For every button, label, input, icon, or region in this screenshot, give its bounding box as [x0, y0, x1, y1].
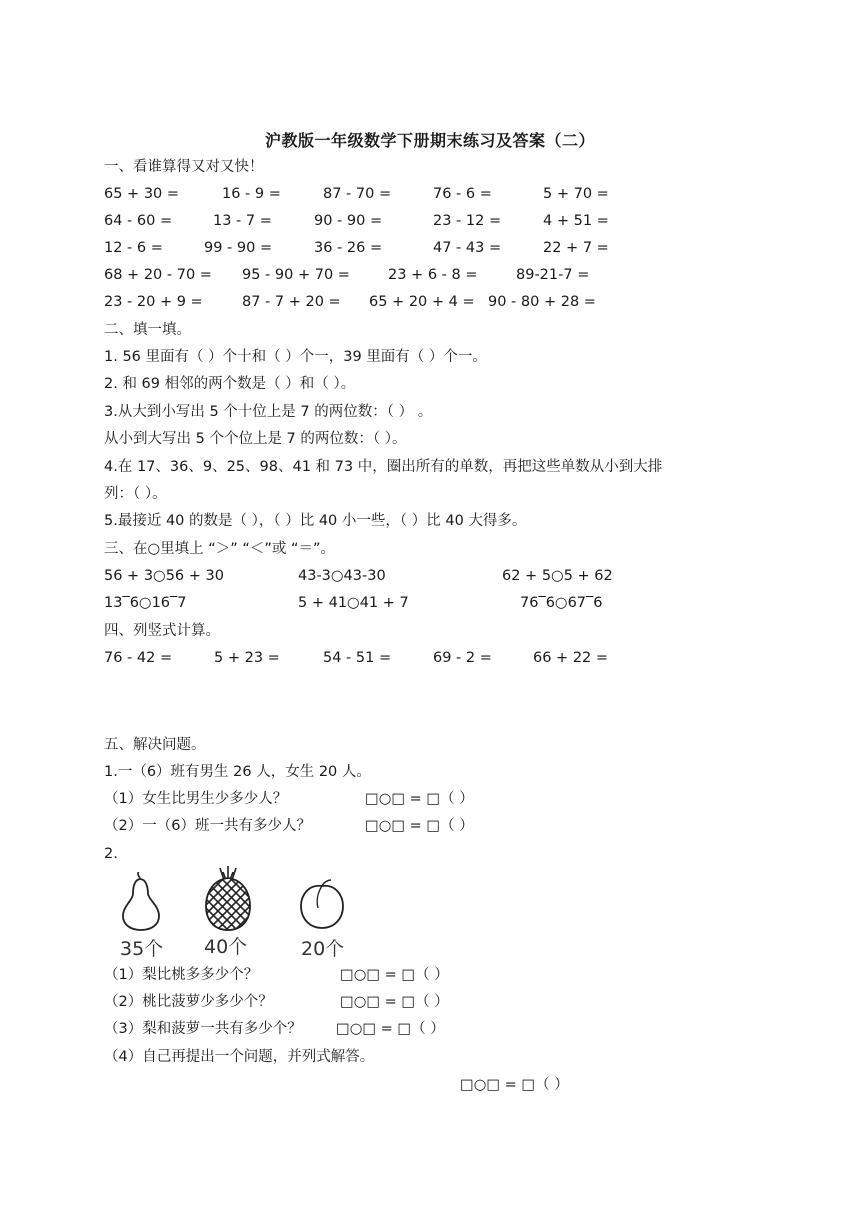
- calc-item: 5 + 70 =: [543, 186, 609, 202]
- calc-item: 65 + 30 =: [104, 186, 180, 202]
- page-title: 沪教版一年级数学下册期末练习及答案（二）: [264, 131, 595, 150]
- fruit-count-label: 35个: [120, 938, 164, 960]
- fill-question-4b: 列：（ ）。: [104, 486, 167, 502]
- problem-2c: （3）梨和菠萝一共有多少个？: [104, 1021, 302, 1037]
- fill-question-5: 5.最接近 40 的数是（ ），（ ）比 40 小一些，（ ）比 40 大得多。: [104, 513, 527, 529]
- calc-item: 47 - 43 =: [433, 240, 502, 256]
- pineapple-icon: [200, 866, 256, 932]
- calc-item: 12 - 6 =: [104, 240, 163, 256]
- problem-1: 1.一（6）班有男生 26 人，女生 20 人。: [104, 764, 371, 780]
- calc-item: 4 + 51 =: [543, 213, 609, 229]
- fill-question-3: 3.从大到小写出 5 个十位上是 7 的两位数：（ ） 。: [104, 404, 433, 420]
- calc-item: 16 - 9 =: [222, 186, 281, 202]
- vertical-calc-item: 69 - 2 =: [433, 650, 492, 666]
- problem-2: 2.: [104, 846, 118, 862]
- calc-item: 76 - 6 =: [433, 186, 492, 202]
- pear-icon: [118, 872, 164, 932]
- compare-item: 76‾6○67‾6: [520, 595, 603, 611]
- answer-formula: □○□ = □（ ）: [336, 1021, 445, 1037]
- calc-item: 87 - 7 + 20 =: [242, 294, 341, 310]
- calc-item: 22 + 7 =: [543, 240, 609, 256]
- fruit-count-label: 20个: [301, 938, 345, 960]
- calc-item: 90 - 80 + 28 =: [488, 294, 596, 310]
- calc-item: 23 + 6 - 8 =: [388, 267, 478, 283]
- answer-formula: □○□ = □（ ）: [340, 994, 449, 1010]
- problem-2d: （4）自己再提出一个问题，并列式解答。: [104, 1049, 375, 1065]
- section2-heading: 二、填一填。: [104, 322, 191, 338]
- compare-item: 43-3○43-30: [298, 568, 386, 584]
- vertical-calc-item: 76 - 42 =: [104, 650, 173, 666]
- fill-question-2: 2. 和 69 相邻的两个数是（ ）和（ ）。: [104, 376, 356, 392]
- problem-2a: （1）梨比桃多多少个？: [104, 967, 259, 983]
- calc-item: 99 - 90 =: [204, 240, 273, 256]
- vertical-calc-item: 5 + 23 =: [214, 650, 280, 666]
- calc-item: 87 - 70 =: [323, 186, 392, 202]
- compare-item: 5 + 41○41 + 7: [298, 595, 409, 611]
- compare-item: 62 + 5○5 + 62: [502, 568, 613, 584]
- answer-formula: □○□ = □（ ）: [340, 967, 449, 983]
- calc-item: 13 - 7 =: [213, 213, 272, 229]
- calc-item: 65 + 20 + 4 =: [369, 294, 475, 310]
- calc-item: 90 - 90 =: [314, 213, 383, 229]
- fill-question-1: 1. 56 里面有（ ）个十和（ ）个一，39 里面有（ ）个一。: [104, 349, 487, 365]
- answer-formula: □○□ = □（ ）: [460, 1077, 569, 1093]
- section3-heading: 三、在○里填上 “＞” “＜”或 “＝”。: [104, 541, 336, 557]
- answer-formula: □○□ = □（ ）: [365, 818, 474, 834]
- calc-item: 64 - 60 =: [104, 213, 173, 229]
- fruit-count-label: 40个: [204, 936, 248, 958]
- fill-question-3b: 从小到大写出 5 个个位上是 7 的两位数：（ ）。: [104, 431, 407, 447]
- vertical-calc-item: 66 + 22 =: [533, 650, 609, 666]
- section5-heading: 五、解决问题。: [104, 737, 206, 753]
- fill-question-4: 4.在 17、36、9、25、98、41 和 73 中，圈出所有的单数，再把这些单数从小到大排: [104, 459, 663, 475]
- calc-item: 36 - 26 =: [314, 240, 383, 256]
- problem-1b: （2）一（6）班一共有多少人？: [104, 818, 311, 834]
- calc-item: 23 - 20 + 9 =: [104, 294, 203, 310]
- problem-2b: （2）桃比菠萝少多少个？: [104, 994, 273, 1010]
- section4-heading: 四、列竖式计算。: [104, 623, 220, 639]
- peach-icon: [298, 878, 346, 930]
- compare-item: 13‾6○16‾7: [104, 595, 187, 611]
- vertical-calc-item: 54 - 51 =: [323, 650, 392, 666]
- calc-item: 68 + 20 - 70 =: [104, 267, 212, 283]
- problem-1a: （1）女生比男生少多少人？: [104, 791, 288, 807]
- calc-item: 23 - 12 =: [433, 213, 502, 229]
- calc-item: 95 - 90 + 70 =: [242, 267, 350, 283]
- answer-formula: □○□ = □（ ）: [365, 791, 474, 807]
- compare-item: 56 + 3○56 + 30: [104, 568, 224, 584]
- section1-heading: 一、看谁算得又对又快！: [104, 159, 264, 175]
- calc-item: 89-21-7 =: [516, 267, 590, 283]
